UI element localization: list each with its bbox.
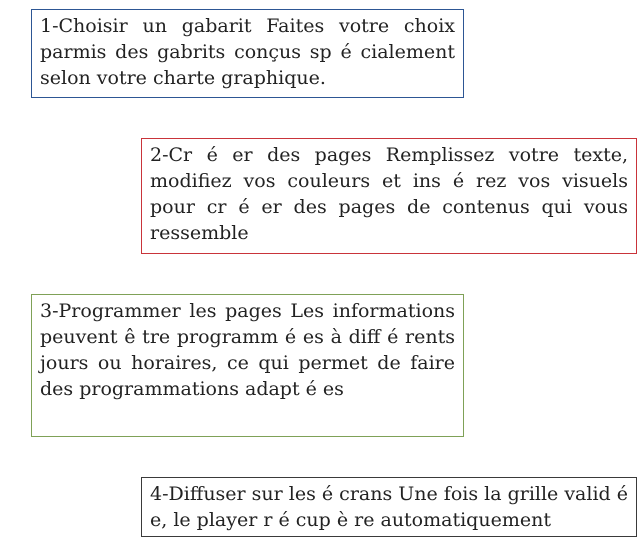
step-3-box [31,294,464,437]
step-2-box [141,138,637,254]
step-1-box [31,9,464,98]
step-1-text: 1-Choisir un gabarit Faites votre choix parmis des gabrits conçus sp é cialement selon votre charte graphique. [40,15,455,89]
step-4-text: 4-Diffuser sur les é crans Une fois la grille valid é e, le player r é cup è re automatiquement [150,483,628,531]
step-4-box [141,477,637,537]
step-3-text: 3-Programmer les pages Les informations peuvent ê tre programm é es à diff é rents jours ou horaires, ce qui permet de faire des programmations adapt é es [40,300,455,400]
step-2-text: 2-Cr é er des pages Remplissez votre texte, modifiez vos couleurs et ins é rez vos visuels pour cr é er des pages de contenus qui vous ressemble [150,144,628,244]
